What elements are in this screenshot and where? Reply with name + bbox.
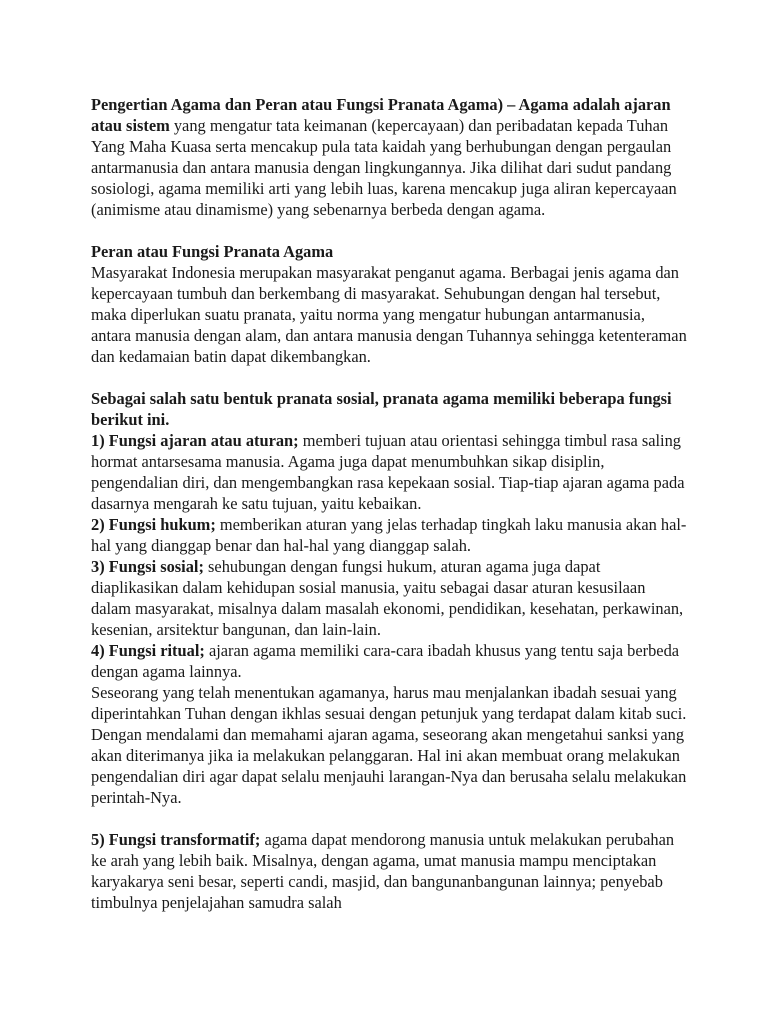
section-peran-body: Masyarakat Indonesia merupakan masyarakat penganut agama. Berbagai jenis agama dan kepercayaan tumbuh dan berkembang di masyarakat. Sehubungan dengan hal tersebut, maka diperlukan suatu pranata, yaitu norma yang mengatur hubungan antarmanusia, antara manusia dengan alam, dan antara manusia dengan Tuhannya sehingga ketenteraman dan kedamaian batin dapat dikembangkan. xyxy=(91,263,687,366)
fungsi-4-text: ajaran agama memiliki cara-cara ibadah khusus yang tentu saja berbeda dengan agama lainnya. xyxy=(91,641,680,681)
fungsi-4-label: 4) Fungsi ritual; xyxy=(91,641,205,660)
section-fungsi xyxy=(91,388,688,808)
section-fungsi-heading: Sebagai salah satu bentuk pranata sosial, pranata agama memiliki beberapa fungsi berikut ini. xyxy=(91,389,672,429)
section-peran-heading: Peran atau Fungsi Pranata Agama xyxy=(91,242,334,261)
fungsi-5-label: 5) Fungsi transformatif; xyxy=(91,830,261,849)
fungsi-2-text: memberikan aturan yang jelas terhadap tingkah laku manusia akan hal-hal yang dianggap benar dan hal-hal yang dianggap salah. xyxy=(91,515,687,555)
fungsi-2-label: 2) Fungsi hukum; xyxy=(91,515,216,534)
fungsi-5-paragraph xyxy=(91,829,688,913)
fungsi-1-label: 1) Fungsi ajaran atau aturan; xyxy=(91,431,299,450)
intro-heading: Pengertian Agama dan Peran atau Fungsi Pranata Agama) – Agama adalah ajaran atau sistem xyxy=(91,95,671,135)
intro-paragraph xyxy=(91,94,688,220)
fungsi-3-label: 3) Fungsi sosial; xyxy=(91,557,204,576)
fungsi-1-text: memberi tujuan atau orientasi sehingga timbul rasa saling hormat antarsesama manusia. Agama juga dapat menumbuhkan sikap disiplin, pengendalian diri, dan mengembangkan rasa kepekaan sosial. Tiap-tiap ajaran agama pada dasarnya mengarah ke satu tujuan, yaitu kebaikan. xyxy=(91,431,685,513)
ritual-followup-text: Seseorang yang telah menentukan agamanya, harus mau menjalankan ibadah sesuai yang diperintahkan Tuhan dengan ikhlas sesuai dengan petunjuk yang terdapat dalam kitab suci. Dengan mendalami dan memahami ajaran agama, seseorang akan mengetahui sanksi yang akan diterimanya jika ia melakukan pelanggaran. Hal ini akan membuat orang melakukan pengendalian diri agar dapat selalu menjauhi larangan-Nya dan berusaha selalu melakukan perintah-Nya. xyxy=(91,683,687,807)
intro-body: yang mengatur tata keimanan (kepercayaan) dan peribadatan kepada Tuhan Yang Maha Kuasa serta mencakup pula tata kaidah yang berhubungan dengan pergaulan antarmanusia dan antara manusia dengan lingkungannya. Jika dilihat dari sudut pandang sosiologi, agama memiliki arti yang lebih luas, karena mencakup juga aliran kepercayaan (animisme atau dinamisme) yang sebenarnya berbeda dengan agama. xyxy=(91,116,677,219)
fungsi-5-text: agama dapat mendorong manusia untuk melakukan perubahan ke arah yang lebih baik. Misalnya, dengan agama, umat manusia mampu menciptakan karyakarya seni besar, seperti candi, masjid, dan bangunanbangunan lainnya; penyebab timbulnya penjelajahan samudra salah xyxy=(91,830,675,912)
section-peran xyxy=(91,241,688,367)
fungsi-3-text: sehubungan dengan fungsi hukum, aturan agama juga dapat diaplikasikan dalam kehidupan sosial manusia, yaitu sebagai dasar aturan kesusilaan dalam masyarakat, misalnya dalam masalah ekonomi, pendidikan, kesehatan, perkawinan, kesenian, arsitektur bangunan, dan lain-lain. xyxy=(91,557,684,639)
